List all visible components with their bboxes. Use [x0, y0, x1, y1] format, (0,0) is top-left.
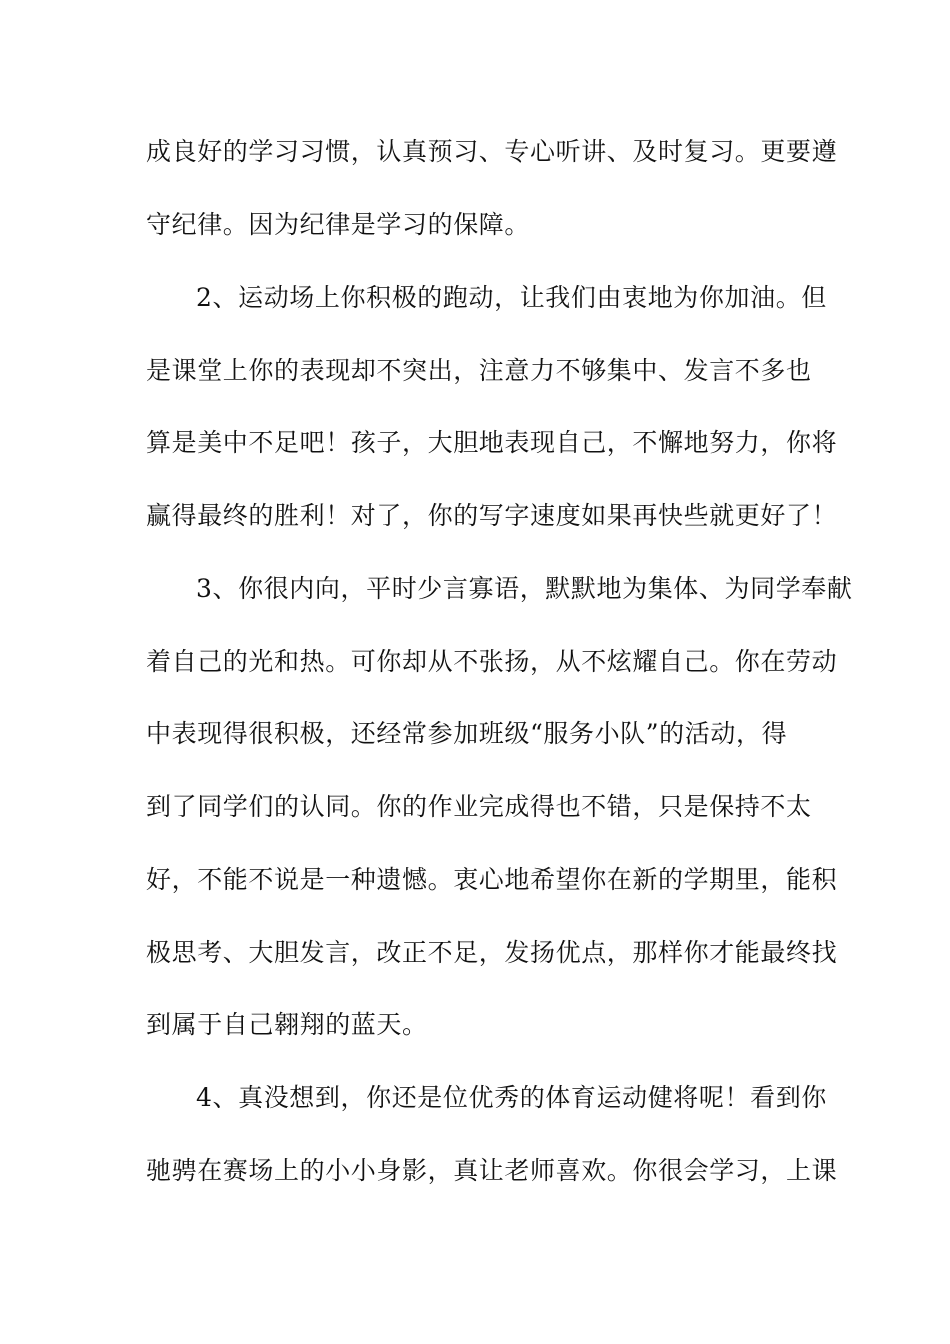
text-line: 中表现得很积极，还经常参加班级“服务小队”的活动，得 [146, 719, 788, 748]
text-line: 好，不能不说是一种遗憾。衷心地希望你在新的学期里，能积 [146, 865, 838, 894]
paragraph-start-line: 2、运动场上你积极的跑动，让我们由衷地为你加油。但 [196, 283, 827, 312]
text-line: 赢得最终的胜利！对了，你的写字速度如果再快些就更好了！ [146, 501, 838, 530]
text-line: 极思考、大胆发言，改正不足，发扬优点，那样你才能最终找 [146, 938, 838, 967]
text-line: 算是美中不足吧！孩子，大胆地表现自己，不懈地努力，你将 [146, 428, 838, 457]
text-line: 驰骋在赛场上的小小身影，真让老师喜欢。你很会学习，上课 [146, 1156, 838, 1185]
paragraph-start-line: 3、你很内向，平时少言寡语，默默地为集体、为同学奉献 [196, 574, 853, 603]
text-line: 是课堂上你的表现却不突出，注意力不够集中、发言不多也 [146, 356, 812, 385]
text-line: 着自己的光和热。可你却从不张扬，从不炫耀自己。你在劳动 [146, 647, 838, 676]
text-line: 到了同学们的认同。你的作业完成得也不错，只是保持不太 [146, 792, 812, 821]
text-line: 到属于自己翱翔的蓝天。 [146, 1010, 428, 1039]
text-line: 守纪律。因为纪律是学习的保障。 [146, 210, 531, 239]
text-line: 成良好的学习习惯，认真预习、专心听讲、及时复习。更要遵 [146, 137, 838, 166]
paragraph-start-line: 4、真没想到，你还是位优秀的体育运动健将呢！看到你 [196, 1083, 827, 1112]
